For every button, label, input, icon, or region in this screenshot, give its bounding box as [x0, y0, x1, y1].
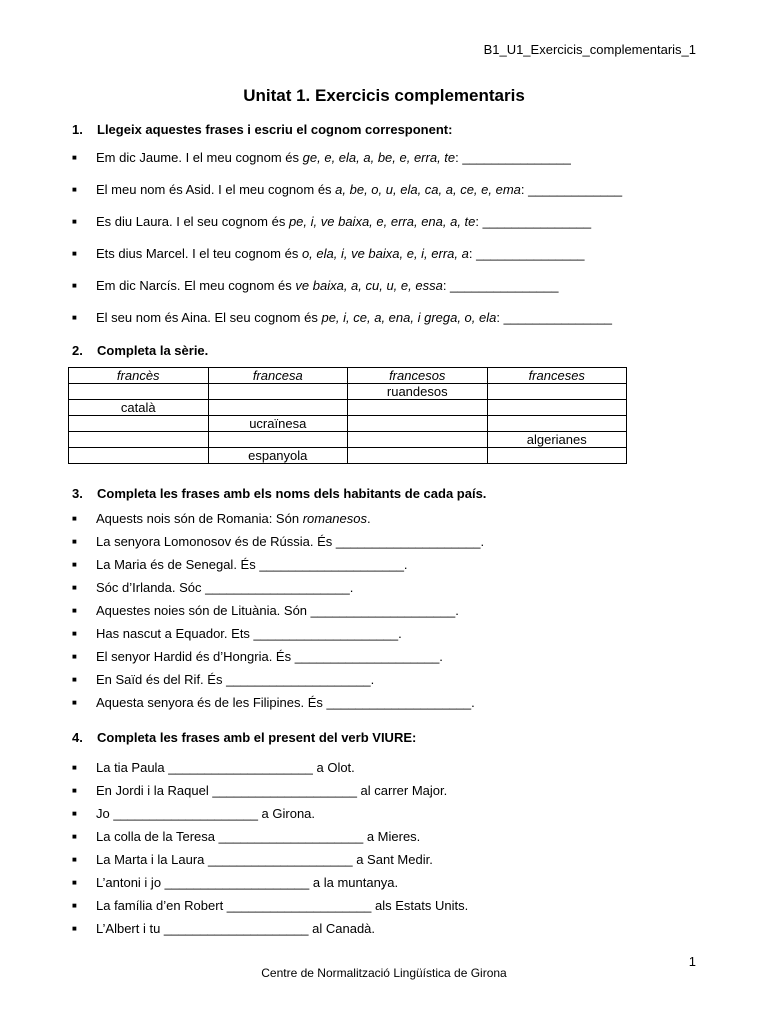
list-item — [72, 511, 371, 526]
item-text: Es diu Laura. I el seu cognom és — [96, 214, 289, 229]
bullet-icon: ■ — [72, 878, 77, 887]
bullet-icon: ■ — [72, 537, 77, 546]
table-row — [69, 432, 627, 448]
list-item — [72, 182, 622, 197]
item-text: En Jordi i la Raquel ____________________ al carrer Major. — [96, 783, 448, 798]
list-item — [72, 557, 408, 572]
table-cell — [487, 448, 627, 464]
section-1-heading: 1. Llegeix aquestes frases i escriu el cognom corresponent: — [72, 122, 453, 137]
table-cell — [348, 432, 488, 448]
bullet-icon: ■ — [72, 698, 77, 707]
item-emphasis: pe, i, ce, a, ena, i grega, o, ela — [321, 310, 497, 325]
table-row — [69, 448, 627, 464]
item-text: El meu nom és Asid. I el meu cognom és — [96, 182, 336, 197]
table-row — [69, 400, 627, 416]
bullet-icon: ■ — [72, 855, 77, 864]
list-item — [72, 875, 398, 890]
list-item — [72, 672, 374, 687]
item-text: L’antoni i jo ____________________ a la muntanya. — [96, 875, 399, 890]
table-cell — [69, 384, 209, 400]
list-item — [72, 898, 468, 913]
list-item — [72, 310, 612, 325]
table-cell — [348, 400, 488, 416]
item-text: El senyor Hardid és d’Hongria. És ____________________. — [96, 649, 443, 664]
table-header-cell: franceses — [487, 368, 627, 384]
bullet-icon: ■ — [72, 809, 77, 818]
list-item — [72, 150, 571, 165]
table-cell — [208, 400, 348, 416]
item-text: La Marta i la Laura ____________________ a Sant Medir. — [96, 852, 433, 867]
bullet-icon: ■ — [72, 606, 77, 615]
table-cell — [348, 416, 488, 432]
series-table-header — [69, 368, 627, 384]
table-cell — [348, 448, 488, 464]
item-emphasis: a, be, o, u, ela, ca, a, ce, e, ema — [335, 182, 521, 197]
list-item — [72, 695, 475, 710]
list-item — [72, 603, 459, 618]
item-text: Sóc d’Irlanda. Sóc ____________________. — [96, 580, 354, 595]
bullet-icon: ■ — [72, 901, 77, 910]
table-cell: algerianes — [487, 432, 627, 448]
series-table — [68, 367, 627, 464]
item-text: En Saïd és del Rif. És ____________________. — [96, 672, 375, 687]
section-4-heading: 4. Completa les frases amb el present del verb VIURE: — [72, 730, 417, 745]
list-item — [72, 921, 375, 936]
bullet-icon: ■ — [72, 313, 77, 322]
item-answer-blank: : _______________ — [468, 246, 585, 261]
table-row — [69, 416, 627, 432]
bullet-icon: ■ — [72, 832, 77, 841]
table-cell — [69, 416, 209, 432]
item-text: Aquests nois són de Romania: Són — [96, 511, 303, 526]
footer-organization: Centre de Normalització Lingüística de Girona — [261, 966, 507, 980]
document-reference: B1_U1_Exercicis_complementaris_1 — [483, 42, 696, 57]
bullet-icon: ■ — [72, 652, 77, 661]
bullet-icon: ■ — [72, 629, 77, 638]
bullet-icon: ■ — [72, 924, 77, 933]
page-title: Unitat 1. Exercicis complementaris — [243, 86, 525, 105]
bullet-icon: ■ — [72, 514, 77, 523]
table-cell: espanyola — [208, 448, 348, 464]
bullet-icon: ■ — [72, 249, 77, 258]
item-answer-blank: : _____________ — [520, 182, 623, 197]
item-text: La família d’en Robert ____________________ als Estats Units. — [96, 898, 469, 913]
bullet-icon: ■ — [72, 217, 77, 226]
item-emphasis: ge, e, ela, a, be, e, erra, te — [302, 150, 456, 165]
item-emphasis: pe, i, ve baixa, e, erra, ena, a, te — [288, 214, 476, 229]
item-text: Ets dius Marcel. I el teu cognom és — [96, 246, 302, 261]
item-answer-blank: . — [367, 511, 371, 526]
section-2-heading: 2. Completa la sèrie. — [72, 343, 209, 358]
list-item — [72, 214, 591, 229]
table-row — [69, 384, 627, 400]
list-item — [72, 783, 447, 798]
section-3-heading: 3. Completa les frases amb els noms dels habitants de cada país. — [72, 486, 487, 501]
list-item — [72, 626, 402, 641]
item-text: Aquesta senyora és de les Filipines. És ____________________. — [96, 695, 475, 710]
bullet-icon: ■ — [72, 560, 77, 569]
bullet-icon: ■ — [72, 153, 77, 162]
item-text: Jo ____________________ a Girona. — [96, 806, 316, 821]
bullet-icon: ■ — [72, 763, 77, 772]
bullet-icon: ■ — [72, 786, 77, 795]
bullet-icon: ■ — [72, 185, 77, 194]
list-item — [72, 806, 315, 821]
table-header-cell: francesos — [348, 368, 488, 384]
item-text: Aquestes noies són de Lituània. Són ____________________. — [96, 603, 459, 618]
item-emphasis: romanesos — [302, 511, 367, 526]
table-cell — [487, 416, 627, 432]
table-cell — [208, 384, 348, 400]
table-cell — [69, 448, 209, 464]
table-cell — [69, 432, 209, 448]
list-item — [72, 580, 353, 595]
item-emphasis: ve baixa, a, cu, u, e, essa — [295, 278, 443, 293]
item-text: L’Albert i tu ____________________ al Canadà. — [96, 921, 376, 936]
list-item — [72, 852, 433, 867]
item-emphasis: o, ela, i, ve baixa, e, i, erra, a — [301, 246, 469, 261]
list-item — [72, 760, 355, 775]
table-cell: català — [69, 400, 209, 416]
table-header-cell: francès — [69, 368, 209, 384]
item-answer-blank: : _______________ — [455, 150, 571, 165]
bullet-icon: ■ — [72, 675, 77, 684]
table-cell: ucraïnesa — [208, 416, 348, 432]
item-text: El seu nom és Aina. El seu cognom és — [96, 310, 322, 325]
item-text: Em dic Jaume. I el meu cognom és — [96, 150, 303, 165]
bullet-icon: ■ — [72, 281, 77, 290]
item-text: La tia Paula ____________________ a Olot. — [96, 760, 355, 775]
item-answer-blank: : _______________ — [496, 310, 613, 325]
item-text: Has nascut a Equador. Ets ____________________. — [96, 626, 402, 641]
item-text: La senyora Lomonosov és de Rússia. És ____________________. — [96, 534, 485, 549]
bullet-icon: ■ — [72, 583, 77, 592]
item-text: Em dic Narcís. El meu cognom és — [96, 278, 296, 293]
item-text: La Maria és de Senegal. És ____________________. — [96, 557, 408, 572]
item-text: La colla de la Teresa ____________________ a Mieres. — [96, 829, 421, 844]
item-answer-blank: : _______________ — [442, 278, 559, 293]
list-item — [72, 829, 420, 844]
list-item — [72, 278, 559, 293]
table-cell: ruandesos — [348, 384, 488, 400]
item-answer-blank: : _______________ — [475, 214, 592, 229]
page-number: 1 — [688, 954, 696, 969]
list-item — [72, 534, 484, 549]
table-cell — [487, 400, 627, 416]
list-item — [72, 246, 585, 261]
list-item — [72, 649, 443, 664]
table-cell — [487, 384, 627, 400]
table-header-cell: francesa — [208, 368, 348, 384]
table-cell — [208, 432, 348, 448]
